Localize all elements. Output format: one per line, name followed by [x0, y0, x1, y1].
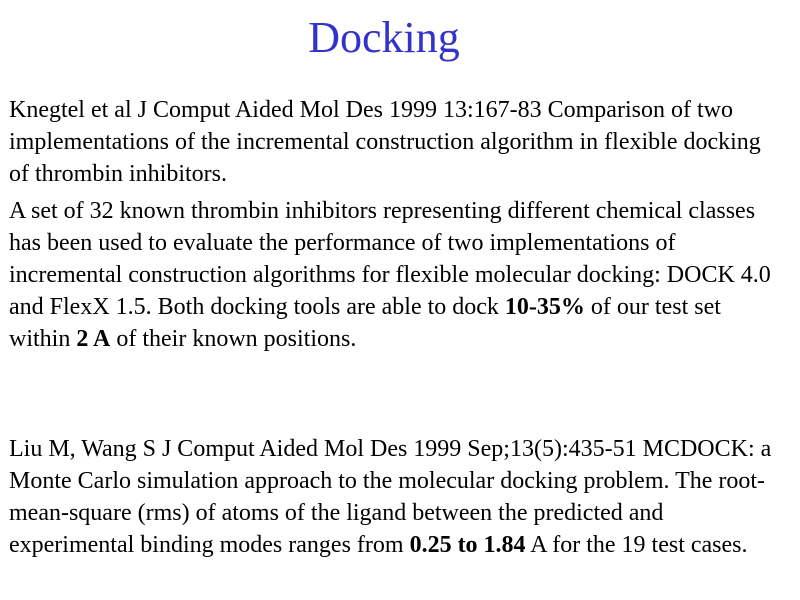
paragraph-knegtel — [9, 94, 784, 190]
paragraph-thrombin-text-after: of their known positions. — [110, 326, 357, 352]
bold-rms-range: 0.25 to 1.84 — [409, 532, 526, 558]
paragraph-thrombin-text-before: A set of 32 known thrombin inhibitors representing different chemical classes has been used to evaluate the performance of two implementations of incremental construction algorithms for flexible molecular docking: DOCK 4.0 and FlexX 1.5. Both docking tools are able to dock — [9, 198, 771, 320]
paragraph-mcdock-text-after: A for the 19 test cases. — [525, 532, 748, 558]
paragraph-mcdock-text-before: Liu M, Wang S J Comput Aided Mol Des 1999 Sep;13(5):435-51 MCDOCK: a Monte Carlo simulation approach to the molecular docking problem. The root-mean-square (rms) of atoms of the ligand between the predicted and experimental binding modes ranges from — [9, 436, 772, 558]
paragraph-thrombin-text-middle: of our test set within — [9, 294, 721, 352]
paragraph-knegtel-text: Knegtel et al J Comput Aided Mol Des 1999 13:167-83 Comparison of two implementations of the incremental construction algorithm in flexible docking of thrombin inhibitors. — [9, 97, 761, 187]
slide-title: Docking — [308, 13, 460, 62]
bold-success-range: 10-35% — [504, 294, 585, 320]
paragraph-mcdock — [9, 433, 784, 561]
bold-distance-threshold: 2 A — [76, 326, 111, 352]
paragraph-thrombin-results — [9, 195, 784, 355]
